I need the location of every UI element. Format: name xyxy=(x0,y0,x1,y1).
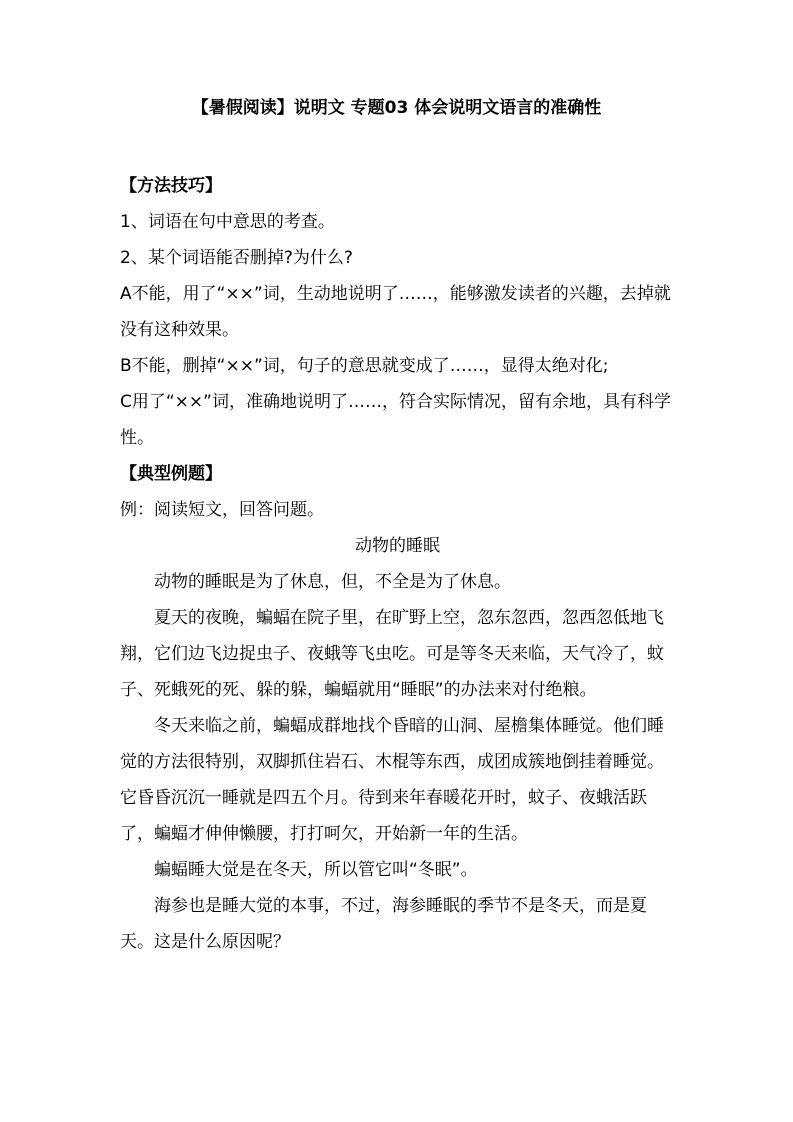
article-title: 动物的睡眠 xyxy=(355,536,440,556)
method-option-b: B不能，删掉“××”词，句子的意思就变成了……，显得太绝对化; xyxy=(120,356,609,376)
article-paragraph: 冬天来临之前，蝙蝠成群地找个昏暗的山洞、屋檐集体睡觉。他们睡觉的方法很特别，双脚抓住岩石、木棍等东西，成团成簇地倒挂着睡觉。它昏昏沉沉一睡就是四五个月。待到来年春暖花开时，蚊子、夜蛾活跃了，蝙蝠才伸伸懒腰，打打呵欠，开始新一年的生活。 xyxy=(120,716,664,844)
article-paragraph: 蝙蝠睡大觉是在冬天，所以管它叫“冬眠”。 xyxy=(154,860,478,880)
page-title: 【暑假阅读】说明文 专题03 体会说明文语言的准确性 xyxy=(191,98,602,118)
article-paragraph: 夏天的夜晚，蝙蝠在院子里，在旷野上空，忽东忽西，忽西忽低地飞翔，它们边飞边捉虫子、夜蛾等飞虫吃。可是等冬天来临，天气冷了，蚊子、死蛾死的死、躲的躲，蝙蝠就用“睡眠”的办法来对付绝粮。 xyxy=(120,608,664,700)
method-item-1: 1、词语在句中意思的考查。 xyxy=(120,212,335,232)
example-intro: 例：阅读短文，回答问题。 xyxy=(120,500,324,520)
method-item-2: 2、某个词语能否删掉?为什么? xyxy=(120,248,353,268)
document-body xyxy=(120,168,675,960)
article-paragraph: 动物的睡眠是为了休息，但，不全是为了休息。 xyxy=(154,572,511,592)
method-heading: 【方法技巧】 xyxy=(120,176,222,196)
method-option-c: C用了“××”词，准确地说明了……，符合实际情况，留有余地，具有科学性。 xyxy=(120,392,671,448)
article-paragraph: 海参也是睡大觉的本事，不过，海参睡眠的季节不是冬天，而是夏天。这是什么原因呢？ xyxy=(120,896,647,952)
example-heading: 【典型例题】 xyxy=(120,464,222,484)
method-option-a: A不能，用了“××”词，生动地说明了……，能够激发读者的兴趣，去掉就没有这种效果。 xyxy=(120,284,671,340)
